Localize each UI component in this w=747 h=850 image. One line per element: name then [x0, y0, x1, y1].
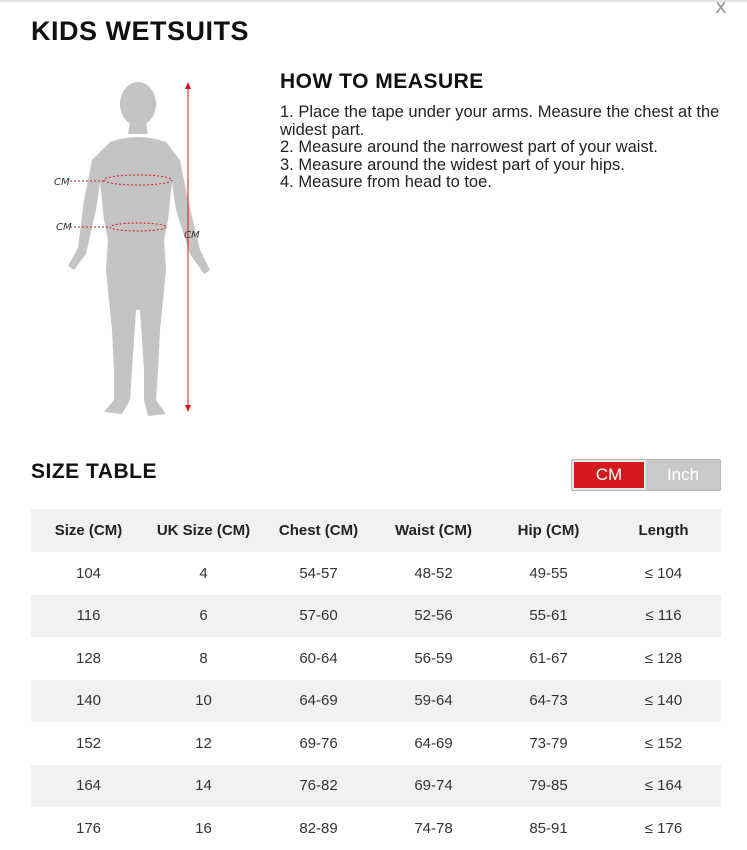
- table-cell: 14: [146, 765, 261, 808]
- table-cell: 10: [146, 680, 261, 723]
- table-cell: 69-76: [299, 734, 338, 752]
- waist-cm-label: CM: [56, 222, 72, 233]
- table-cell: 140: [31, 680, 146, 723]
- table-cell: 76-82: [261, 765, 376, 808]
- height-cm-label: CM: [184, 230, 200, 241]
- column-header: Length: [606, 509, 721, 552]
- table-cell: 48-52: [414, 564, 453, 582]
- table-cell: 16: [195, 819, 212, 837]
- measure-step-2: 2. Measure around the narrowest part of your waist.: [280, 138, 658, 156]
- table-cell: ≤ 176: [644, 819, 683, 837]
- human-silhouette-icon: [68, 82, 210, 416]
- unit-toggle[interactable]: [571, 459, 721, 491]
- close-button[interactable]: x: [715, 0, 727, 18]
- unit-cm-button[interactable]: CM: [572, 460, 646, 490]
- chest-cm-label: CM: [54, 177, 70, 188]
- table-cell: 128: [75, 649, 102, 667]
- page-title: KIDS WETSUITS: [31, 16, 250, 46]
- table-cell: 57-60: [261, 595, 376, 638]
- unit-inch-button[interactable]: Inch: [666, 465, 700, 484]
- table-cell: 104: [75, 564, 102, 582]
- column-header: Size (CM): [31, 509, 146, 552]
- table-row: [31, 595, 721, 638]
- table-cell: 79-85: [491, 765, 606, 808]
- column-header: Hip (CM): [491, 509, 606, 552]
- table-cell: 73-79: [529, 734, 568, 752]
- table-cell: 61-67: [529, 649, 568, 667]
- table-cell: 12: [195, 734, 212, 752]
- table-cell: 64-73: [491, 680, 606, 723]
- table-cell: 6: [146, 595, 261, 638]
- body-measurement-figure: [40, 70, 240, 430]
- table-cell: 60-64: [299, 649, 338, 667]
- table-cell: 49-55: [529, 564, 568, 582]
- table-row: [31, 765, 721, 808]
- table-row: [31, 637, 721, 680]
- table-cell: 82-89: [299, 819, 338, 837]
- table-cell: 164: [31, 765, 146, 808]
- table-cell: ≤ 128: [644, 649, 683, 667]
- size-table: [31, 509, 721, 850]
- how-to-measure-section: [280, 70, 720, 192]
- table-row: [31, 680, 721, 723]
- top-border: [0, 0, 747, 2]
- measure-step-4: 4. Measure from head to toe.: [280, 173, 492, 191]
- table-cell: ≤ 140: [606, 680, 721, 723]
- table-cell: 152: [75, 734, 102, 752]
- table-cell: 69-74: [376, 765, 491, 808]
- table-cell: 176: [75, 819, 102, 837]
- table-row: [31, 722, 721, 765]
- column-header: Waist (CM): [376, 509, 491, 552]
- measure-step-1: 1. Place the tape under your arms. Measure the chest at the widest part.: [280, 103, 720, 139]
- table-cell: ≤ 116: [606, 595, 721, 638]
- measure-step-3: 3. Measure around the widest part of your hips.: [280, 155, 625, 174]
- table-cell: 56-59: [414, 649, 453, 667]
- table-header-row: [31, 509, 721, 552]
- table-cell: 54-57: [299, 564, 338, 582]
- table-cell: 85-91: [529, 819, 568, 837]
- table-row: [31, 807, 721, 850]
- column-header: Chest (CM): [261, 509, 376, 552]
- table-cell: 59-64: [376, 680, 491, 723]
- table-cell: 4: [199, 564, 208, 582]
- table-cell: 64-69: [414, 734, 453, 752]
- table-cell: ≤ 164: [606, 765, 721, 808]
- column-header: UK Size (CM): [146, 509, 261, 552]
- table-cell: 64-69: [261, 680, 376, 723]
- table-cell: 116: [31, 595, 146, 638]
- table-cell: 55-61: [491, 595, 606, 638]
- table-cell: 52-56: [376, 595, 491, 638]
- table-row: [31, 552, 721, 595]
- size-table-heading: SIZE TABLE: [31, 460, 157, 483]
- table-cell: ≤ 104: [644, 564, 683, 582]
- table-cell: 8: [199, 649, 208, 667]
- table-cell: ≤ 152: [644, 734, 683, 752]
- how-to-measure-heading: HOW TO MEASURE: [280, 70, 484, 93]
- table-cell: 74-78: [414, 819, 453, 837]
